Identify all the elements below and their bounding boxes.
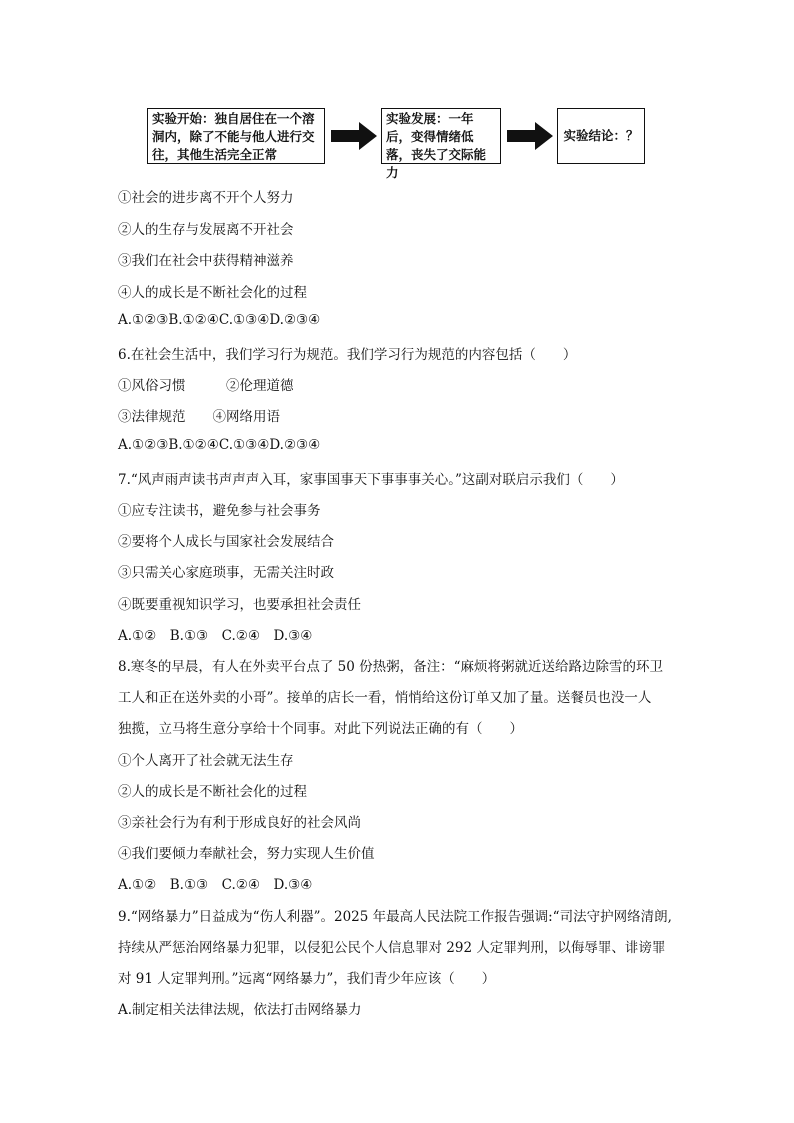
- question-8-continued: 工人和正在送外卖的小哥”。接单的店长一看，悄悄给这份订单又加了量。送餐员也没一人: [118, 690, 652, 706]
- option-line: ③亲社会行为有利于形成良好的社会风尚: [118, 815, 361, 831]
- answer-option-a: A.制定相关法律法规，依法打击网络暴力: [118, 1002, 362, 1018]
- answer-choices: A.①②③B.①②④C.①③④D.②③④: [118, 312, 321, 328]
- flow-box-start: 实验开始：独自居住在一个溶洞内，除了不能与他人进行交往，其他生活完全正常: [147, 108, 325, 164]
- option-line: ④我们要倾力奉献社会，努力实现人生价值: [118, 846, 375, 862]
- option-line: ①社会的进步离不开个人努力: [118, 190, 294, 206]
- option-line: ①风俗习惯 ②伦理道德: [118, 378, 294, 394]
- question-7: 7.“风声雨声读书声声声入耳，家事国事天下事事事关心。”这副对联启示我们（ ）: [118, 472, 624, 488]
- option-line: ③法律规范 ④网络用语: [118, 409, 280, 425]
- answer-choices: A.①② B.①③ C.②④ D.③④: [118, 877, 313, 893]
- option-line: ②人的生存与发展离不开社会: [118, 222, 294, 238]
- answer-choices: A.①② B.①③ C.②④ D.③④: [118, 628, 313, 644]
- flow-box-development: 实验发展：一年后，变得情绪低落，丧失了交际能力: [381, 108, 501, 164]
- option-line: ②人的成长是不断社会化的过程: [118, 784, 307, 800]
- question-9-continued: 对 91 人定罪判刑。”远离“网络暴力”，我们青少年应该（ ）: [118, 971, 496, 987]
- question-6: 6.在社会生活中，我们学习行为规范。我们学习行为规范的内容包括（ ）: [118, 347, 577, 363]
- option-line: ①应专注读书，避免参与社会事务: [118, 503, 321, 519]
- question-9-continued: 持续从严惩治网络暴力犯罪，以侵犯公民个人信息罪对 292 人定罪判刑，以侮辱罪、诽谤罪: [118, 940, 666, 956]
- answer-choices: A.①②③B.①②④C.①③④D.②③④: [118, 437, 321, 453]
- question-8-continued: 独揽，立马将生意分享给十个同事。对此下列说法正确的有（ ）: [118, 721, 523, 737]
- option-line: ③我们在社会中获得精神滋养: [118, 253, 294, 269]
- option-line: ③只需关心家庭琐事，无需关注时政: [118, 565, 334, 581]
- right-arrow-icon: [331, 122, 377, 150]
- experiment-flowchart: [147, 108, 645, 180]
- option-line: ④人的成长是不断社会化的过程: [118, 285, 307, 301]
- question-8: 8.寒冬的早晨，有人在外卖平台点了 50 份热粥，备注：“麻烦将粥就近送给路边除雪的环卫: [118, 659, 664, 675]
- right-arrow-icon: [507, 122, 553, 150]
- option-line: ②要将个人成长与国家社会发展结合: [118, 534, 334, 550]
- option-line: ④既要重视知识学习，也要承担社会责任: [118, 597, 361, 613]
- question-9: 9.“网络暴力”日益成为“伤人利器”。2025 年最高人民法院工作报告强调:“司法守护网络清朗,: [118, 909, 672, 925]
- flow-box-conclusion: 实验结论：？: [557, 108, 645, 164]
- option-line: ①个人离开了社会就无法生存: [118, 753, 294, 769]
